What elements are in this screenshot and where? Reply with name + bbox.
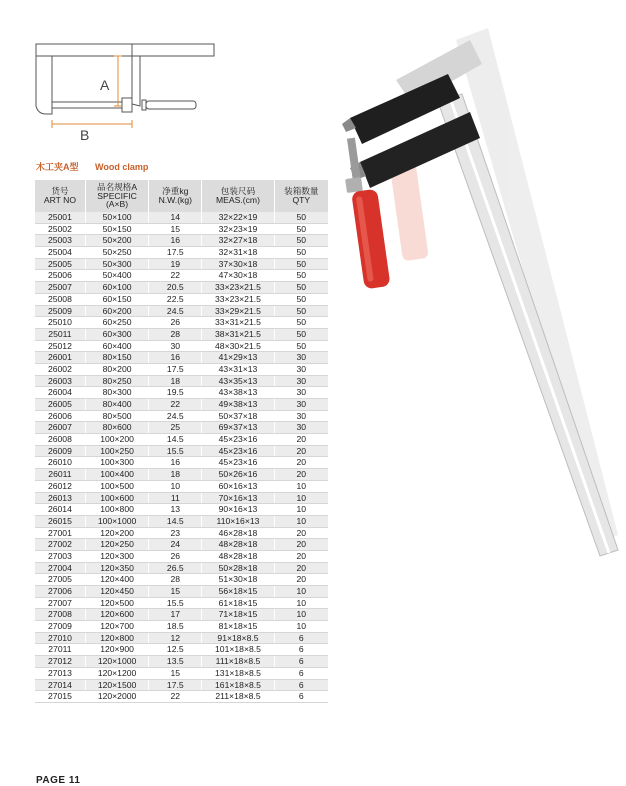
quantity-cell: 20	[274, 434, 328, 446]
net-weight-cell: 28	[149, 328, 202, 340]
measurement-cell: 33×23×21.5	[202, 282, 274, 294]
specific-cell: 120×1200	[85, 667, 148, 679]
specific-cell: 100×300	[85, 457, 148, 469]
specific-cell: 120×200	[85, 527, 148, 539]
table-row	[35, 410, 328, 422]
specific-cell: 120×900	[85, 644, 148, 656]
specific-cell: 80×200	[85, 363, 148, 375]
quantity-cell: 20	[274, 445, 328, 457]
net-weight-cell: 18.5	[149, 621, 202, 633]
art-no-cell: 27002	[35, 539, 85, 551]
table-row	[35, 258, 328, 270]
measurement-cell: 56×18×15	[202, 586, 274, 598]
header-art-no: 货号 ART NO	[35, 180, 85, 212]
measurement-cell: 33×29×21.5	[202, 305, 274, 317]
specific-cell: 120×450	[85, 586, 148, 598]
measurement-cell: 32×27×18	[202, 235, 274, 247]
net-weight-cell: 15	[149, 667, 202, 679]
quantity-cell: 10	[274, 480, 328, 492]
measurement-cell: 90×16×13	[202, 504, 274, 516]
art-no-cell: 26002	[35, 363, 85, 375]
measurement-cell: 47×30×18	[202, 270, 274, 282]
table-row	[35, 644, 328, 656]
specific-cell: 80×600	[85, 422, 148, 434]
quantity-cell: 6	[274, 644, 328, 656]
net-weight-cell: 16	[149, 235, 202, 247]
measurement-cell: 43×38×13	[202, 387, 274, 399]
net-weight-cell: 16	[149, 457, 202, 469]
specific-cell: 120×250	[85, 539, 148, 551]
measurement-cell: 43×31×13	[202, 363, 274, 375]
art-no-cell: 26009	[35, 445, 85, 457]
measurement-cell: 33×31×21.5	[202, 317, 274, 329]
specific-cell: 50×400	[85, 270, 148, 282]
quantity-cell: 10	[274, 515, 328, 527]
net-weight-cell: 12	[149, 632, 202, 644]
net-weight-cell: 14	[149, 212, 202, 223]
quantity-cell: 50	[274, 258, 328, 270]
clamp-dimension-diagram	[28, 36, 218, 146]
table-row	[35, 527, 328, 539]
table-row	[35, 363, 328, 375]
measurement-cell: 81×18×15	[202, 621, 274, 633]
art-no-cell: 25011	[35, 328, 85, 340]
dimension-label-a: A	[100, 77, 110, 93]
measurement-cell: 110×16×13	[202, 515, 274, 527]
measurement-cell: 71×18×15	[202, 609, 274, 621]
page-number: PAGE 11	[36, 775, 81, 786]
art-no-cell: 26004	[35, 387, 85, 399]
header-quantity: 装箱数量 QTY	[274, 180, 328, 212]
net-weight-cell: 16	[149, 352, 202, 364]
table-row	[35, 609, 328, 621]
art-no-cell: 27011	[35, 644, 85, 656]
specific-cell: 80×150	[85, 352, 148, 364]
net-weight-cell: 24.5	[149, 305, 202, 317]
specific-cell: 120×2000	[85, 691, 148, 703]
specific-cell: 120×1000	[85, 656, 148, 668]
art-no-cell: 25010	[35, 317, 85, 329]
specific-cell: 120×350	[85, 562, 148, 574]
quantity-cell: 20	[274, 539, 328, 551]
quantity-cell: 50	[274, 340, 328, 352]
measurement-cell: 111×18×8.5	[202, 656, 274, 668]
net-weight-cell: 17	[149, 609, 202, 621]
art-no-cell: 26001	[35, 352, 85, 364]
quantity-cell: 50	[274, 235, 328, 247]
net-weight-cell: 23	[149, 527, 202, 539]
table-row	[35, 515, 328, 527]
table-row	[35, 550, 328, 562]
net-weight-cell: 28	[149, 574, 202, 586]
dimension-label-b: B	[80, 127, 90, 143]
measurement-cell: 50×26×16	[202, 469, 274, 481]
net-weight-cell: 14.5	[149, 515, 202, 527]
net-weight-cell: 13.5	[149, 656, 202, 668]
table-header-row	[35, 180, 328, 212]
art-no-cell: 26013	[35, 492, 85, 504]
net-weight-cell: 22.5	[149, 293, 202, 305]
table-row	[35, 469, 328, 481]
net-weight-cell: 24	[149, 539, 202, 551]
net-weight-cell: 20.5	[149, 282, 202, 294]
specific-cell: 120×800	[85, 632, 148, 644]
table-row	[35, 621, 328, 633]
quantity-cell: 50	[274, 282, 328, 294]
table-row	[35, 480, 328, 492]
header-specific: 品名规格A SPECIFIC (A×B)	[85, 180, 148, 212]
net-weight-cell: 19	[149, 258, 202, 270]
table-row	[35, 492, 328, 504]
measurement-cell: 69×37×13	[202, 422, 274, 434]
art-no-cell: 26010	[35, 457, 85, 469]
measurement-cell: 41×29×13	[202, 352, 274, 364]
table-row	[35, 293, 328, 305]
art-no-cell: 25003	[35, 235, 85, 247]
art-no-cell: 26015	[35, 515, 85, 527]
measurement-cell: 131×18×8.5	[202, 667, 274, 679]
measurement-cell: 38×31×21.5	[202, 328, 274, 340]
specific-cell: 100×400	[85, 469, 148, 481]
quantity-cell: 30	[274, 399, 328, 411]
net-weight-cell: 15.5	[149, 597, 202, 609]
quantity-cell: 6	[274, 691, 328, 703]
quantity-cell: 20	[274, 550, 328, 562]
net-weight-cell: 25	[149, 422, 202, 434]
table-row	[35, 586, 328, 598]
table-row	[35, 539, 328, 551]
specific-cell: 120×300	[85, 550, 148, 562]
measurement-cell: 61×18×15	[202, 597, 274, 609]
art-no-cell: 25006	[35, 270, 85, 282]
art-no-cell: 25001	[35, 212, 85, 223]
quantity-cell: 20	[274, 527, 328, 539]
art-no-cell: 25004	[35, 247, 85, 259]
specific-cell: 50×300	[85, 258, 148, 270]
measurement-cell: 45×23×16	[202, 445, 274, 457]
art-no-cell: 26006	[35, 410, 85, 422]
specific-cell: 50×100	[85, 212, 148, 223]
specific-cell: 50×250	[85, 247, 148, 259]
measurement-cell: 51×30×18	[202, 574, 274, 586]
specific-cell: 60×300	[85, 328, 148, 340]
net-weight-cell: 26	[149, 550, 202, 562]
spec-table	[35, 180, 328, 703]
heading-en: Wood clamp	[95, 162, 149, 172]
specific-cell: 60×250	[85, 317, 148, 329]
measurement-cell: 91×18×8.5	[202, 632, 274, 644]
measurement-cell: 211×18×8.5	[202, 691, 274, 703]
net-weight-cell: 15	[149, 586, 202, 598]
art-no-cell: 27001	[35, 527, 85, 539]
art-no-cell: 26005	[35, 399, 85, 411]
table-row	[35, 375, 328, 387]
art-no-cell: 27004	[35, 562, 85, 574]
art-no-cell: 26014	[35, 504, 85, 516]
art-no-cell: 27008	[35, 609, 85, 621]
quantity-cell: 10	[274, 597, 328, 609]
quantity-cell: 20	[274, 574, 328, 586]
table-row	[35, 434, 328, 446]
quantity-cell: 50	[274, 293, 328, 305]
quantity-cell: 6	[274, 632, 328, 644]
net-weight-cell: 26	[149, 317, 202, 329]
table-row	[35, 632, 328, 644]
quantity-cell: 10	[274, 609, 328, 621]
art-no-cell: 25005	[35, 258, 85, 270]
specific-cell: 100×250	[85, 445, 148, 457]
quantity-cell: 20	[274, 457, 328, 469]
measurement-cell: 161×18×8.5	[202, 679, 274, 691]
specific-cell: 60×150	[85, 293, 148, 305]
quantity-cell: 30	[274, 422, 328, 434]
section-heading	[36, 160, 148, 173]
net-weight-cell: 13	[149, 504, 202, 516]
net-weight-cell: 10	[149, 480, 202, 492]
measurement-cell: 70×16×13	[202, 492, 274, 504]
quantity-cell: 20	[274, 562, 328, 574]
art-no-cell: 27005	[35, 574, 85, 586]
table-row	[35, 691, 328, 703]
art-no-cell: 27006	[35, 586, 85, 598]
quantity-cell: 10	[274, 621, 328, 633]
measurement-cell: 101×18×8.5	[202, 644, 274, 656]
table-row	[35, 340, 328, 352]
table-row	[35, 656, 328, 668]
specific-cell: 80×500	[85, 410, 148, 422]
specific-cell: 80×250	[85, 375, 148, 387]
net-weight-cell: 17.5	[149, 363, 202, 375]
table-row	[35, 212, 328, 223]
table-row	[35, 562, 328, 574]
table-row	[35, 597, 328, 609]
measurement-cell: 50×37×18	[202, 410, 274, 422]
art-no-cell: 27013	[35, 667, 85, 679]
quantity-cell: 20	[274, 469, 328, 481]
net-weight-cell: 26.5	[149, 562, 202, 574]
specific-cell: 50×200	[85, 235, 148, 247]
specific-cell: 120×500	[85, 597, 148, 609]
heading-zh: 木工夹A型	[36, 162, 79, 172]
measurement-cell: 48×28×18	[202, 539, 274, 551]
wood-clamp-photo	[320, 20, 620, 560]
specific-cell: 80×400	[85, 399, 148, 411]
header-measurement: 包装尺码 MEAS.(cm)	[202, 180, 274, 212]
art-no-cell: 26003	[35, 375, 85, 387]
specific-cell: 120×700	[85, 621, 148, 633]
header-net-weight: 净重kg N.W.(kg)	[149, 180, 202, 212]
specific-cell: 100×200	[85, 434, 148, 446]
table-row	[35, 223, 328, 235]
net-weight-cell: 15.5	[149, 445, 202, 457]
measurement-cell: 60×16×13	[202, 480, 274, 492]
quantity-cell: 6	[274, 656, 328, 668]
quantity-cell: 50	[274, 212, 328, 223]
net-weight-cell: 15	[149, 223, 202, 235]
measurement-cell: 45×23×16	[202, 434, 274, 446]
measurement-cell: 48×30×21.5	[202, 340, 274, 352]
net-weight-cell: 22	[149, 691, 202, 703]
measurement-cell: 48×28×18	[202, 550, 274, 562]
table-row	[35, 679, 328, 691]
table-row	[35, 387, 328, 399]
net-weight-cell: 30	[149, 340, 202, 352]
net-weight-cell: 12.5	[149, 644, 202, 656]
net-weight-cell: 24.5	[149, 410, 202, 422]
net-weight-cell: 17.5	[149, 679, 202, 691]
measurement-cell: 50×28×18	[202, 562, 274, 574]
specific-cell: 120×600	[85, 609, 148, 621]
measurement-cell: 32×23×19	[202, 223, 274, 235]
table-row	[35, 352, 328, 364]
art-no-cell: 27012	[35, 656, 85, 668]
specific-cell: 100×500	[85, 480, 148, 492]
table-row	[35, 282, 328, 294]
art-no-cell: 27007	[35, 597, 85, 609]
specific-cell: 60×200	[85, 305, 148, 317]
art-no-cell: 27009	[35, 621, 85, 633]
net-weight-cell: 18	[149, 375, 202, 387]
table-row	[35, 305, 328, 317]
table-row	[35, 235, 328, 247]
quantity-cell: 50	[274, 328, 328, 340]
table-row	[35, 399, 328, 411]
table-row	[35, 328, 328, 340]
quantity-cell: 50	[274, 247, 328, 259]
art-no-cell: 26008	[35, 434, 85, 446]
quantity-cell: 10	[274, 492, 328, 504]
table-row	[35, 445, 328, 457]
table-row	[35, 247, 328, 259]
table-row	[35, 574, 328, 586]
table-row	[35, 317, 328, 329]
art-no-cell: 27003	[35, 550, 85, 562]
net-weight-cell: 22	[149, 399, 202, 411]
quantity-cell: 30	[274, 410, 328, 422]
measurement-cell: 37×30×18	[202, 258, 274, 270]
table-row	[35, 270, 328, 282]
quantity-cell: 6	[274, 667, 328, 679]
measurement-cell: 46×28×18	[202, 527, 274, 539]
measurement-cell: 32×31×18	[202, 247, 274, 259]
table-row	[35, 667, 328, 679]
art-no-cell: 25002	[35, 223, 85, 235]
specific-cell: 120×400	[85, 574, 148, 586]
quantity-cell: 50	[274, 317, 328, 329]
quantity-cell: 6	[274, 679, 328, 691]
net-weight-cell: 18	[149, 469, 202, 481]
spec-table-body	[35, 212, 328, 702]
art-no-cell: 25012	[35, 340, 85, 352]
quantity-cell: 30	[274, 363, 328, 375]
net-weight-cell: 11	[149, 492, 202, 504]
specific-cell: 60×400	[85, 340, 148, 352]
net-weight-cell: 14.5	[149, 434, 202, 446]
net-weight-cell: 19.5	[149, 387, 202, 399]
quantity-cell: 50	[274, 270, 328, 282]
net-weight-cell: 22	[149, 270, 202, 282]
specific-cell: 100×600	[85, 492, 148, 504]
quantity-cell: 10	[274, 504, 328, 516]
measurement-cell: 45×23×16	[202, 457, 274, 469]
measurement-cell: 33×23×21.5	[202, 293, 274, 305]
quantity-cell: 10	[274, 586, 328, 598]
measurement-cell: 49×38×13	[202, 399, 274, 411]
specific-cell: 100×800	[85, 504, 148, 516]
specific-cell: 60×100	[85, 282, 148, 294]
quantity-cell: 30	[274, 387, 328, 399]
art-no-cell: 26012	[35, 480, 85, 492]
art-no-cell: 27015	[35, 691, 85, 703]
quantity-cell: 30	[274, 375, 328, 387]
measurement-cell: 43×35×13	[202, 375, 274, 387]
art-no-cell: 27010	[35, 632, 85, 644]
specific-cell: 50×150	[85, 223, 148, 235]
table-row	[35, 457, 328, 469]
measurement-cell: 32×22×19	[202, 212, 274, 223]
quantity-cell: 50	[274, 305, 328, 317]
art-no-cell: 25007	[35, 282, 85, 294]
table-row	[35, 504, 328, 516]
specific-cell: 100×1000	[85, 515, 148, 527]
quantity-cell: 50	[274, 223, 328, 235]
art-no-cell: 27014	[35, 679, 85, 691]
art-no-cell: 25009	[35, 305, 85, 317]
art-no-cell: 26011	[35, 469, 85, 481]
quantity-cell: 30	[274, 352, 328, 364]
art-no-cell: 26007	[35, 422, 85, 434]
net-weight-cell: 17.5	[149, 247, 202, 259]
art-no-cell: 25008	[35, 293, 85, 305]
specific-cell: 120×1500	[85, 679, 148, 691]
table-row	[35, 422, 328, 434]
specific-cell: 80×300	[85, 387, 148, 399]
